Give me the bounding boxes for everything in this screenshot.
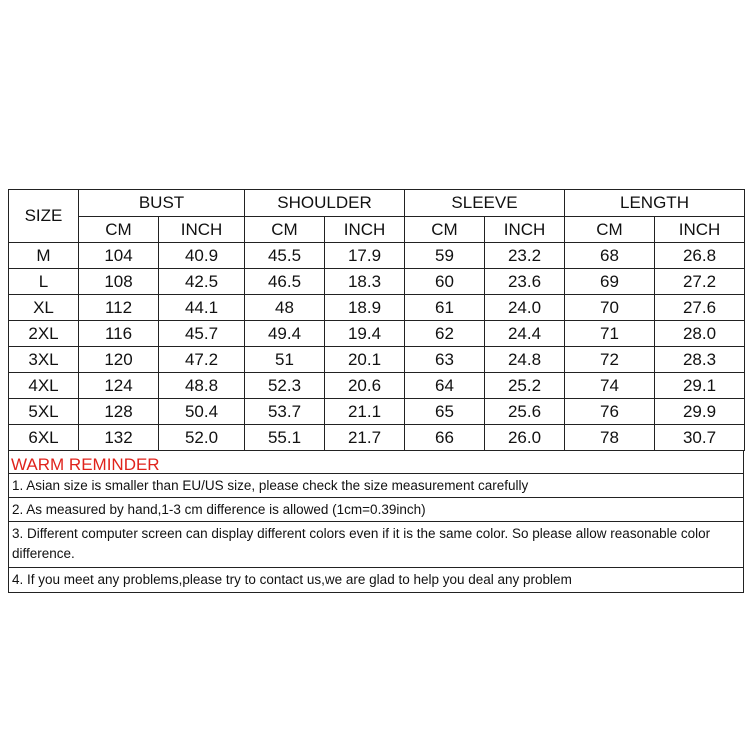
measurement-cell: 28.0 [655,321,745,347]
table-row [9,269,745,295]
bust-header: BUST [79,190,245,217]
sleeve-header: SLEEVE [405,190,565,217]
measurement-cell: 48.8 [159,373,245,399]
measurement-cell: 26.0 [485,425,565,451]
unit-header: INCH [159,217,245,243]
measurement-cell: 60 [405,269,485,295]
measurement-cell: 29.9 [655,399,745,425]
warm-reminder [8,451,744,593]
measurement-cell: 20.1 [325,347,405,373]
table-row [9,347,745,373]
unit-header: INCH [485,217,565,243]
measurement-cell: 65 [405,399,485,425]
measurement-cell: 26.8 [655,243,745,269]
measurement-cell: 51 [245,347,325,373]
measurement-cell: 27.6 [655,295,745,321]
measurement-cell: 124 [79,373,159,399]
size-label-cell: XL [9,295,79,321]
measurement-cell: 112 [79,295,159,321]
measurement-cell: 17.9 [325,243,405,269]
size-label-cell: 3XL [9,347,79,373]
measurement-cell: 25.6 [485,399,565,425]
measurement-cell: 28.3 [655,347,745,373]
unit-header: INCH [655,217,745,243]
measurement-cell: 68 [565,243,655,269]
reminder-note: 3. Different computer screen can display different colors even if it is the same color. So please allow reasonable color difference. [9,522,743,568]
measurement-cell: 18.3 [325,269,405,295]
reminder-notes [9,474,743,592]
unit-header: CM [245,217,325,243]
measurement-cell: 27.2 [655,269,745,295]
measurement-cell: 78 [565,425,655,451]
table-row [9,399,745,425]
measurement-cell: 48 [245,295,325,321]
size-chart [8,189,744,593]
measurement-cell: 116 [79,321,159,347]
measurement-cell: 104 [79,243,159,269]
measurement-cell: 24.4 [485,321,565,347]
measurement-cell: 64 [405,373,485,399]
measurement-cell: 69 [565,269,655,295]
measurement-cell: 72 [565,347,655,373]
size-label-cell: L [9,269,79,295]
table-row [9,295,745,321]
measurement-cell: 21.7 [325,425,405,451]
measurement-cell: 55.1 [245,425,325,451]
measurement-cell: 45.7 [159,321,245,347]
measurement-cell: 18.9 [325,295,405,321]
unit-header: CM [405,217,485,243]
reminder-note: 4. If you meet any problems,please try to contact us,we are glad to help you deal any problem [12,572,572,587]
measurement-cell: 44.1 [159,295,245,321]
measurement-cell: 59 [405,243,485,269]
size-label-cell: 4XL [9,373,79,399]
reminder-note: 1. Asian size is smaller than EU/US size, please check the size measurement carefully [9,474,743,498]
measurement-cell: 70 [565,295,655,321]
unit-header: INCH [325,217,405,243]
measurement-cell: 61 [405,295,485,321]
measurement-cell: 52.3 [245,373,325,399]
measurement-cell: 62 [405,321,485,347]
measurement-cell: 52.0 [159,425,245,451]
size-column-header: SIZE [9,190,79,243]
size-label-cell: M [9,243,79,269]
table-body [9,190,745,451]
reminder-note: 2. As measured by hand,1-3 cm difference is allowed (1cm=0.39inch) [9,498,743,522]
measurement-cell: 108 [79,269,159,295]
unit-header: CM [565,217,655,243]
measurement-cell: 30.7 [655,425,745,451]
measurement-cell: 46.5 [245,269,325,295]
size-label-cell: 6XL [9,425,79,451]
measurement-cell: 74 [565,373,655,399]
measurement-cell: 23.6 [485,269,565,295]
size-label-cell: 2XL [9,321,79,347]
measurement-cell: 76 [565,399,655,425]
measurement-cell: 50.4 [159,399,245,425]
measurement-cell: 24.8 [485,347,565,373]
measurement-cell: 71 [565,321,655,347]
reminder-title: WARM REMINDER [9,451,743,474]
measurement-cell: 24.0 [485,295,565,321]
table-row [9,425,745,451]
header-group-row [9,190,745,217]
measurement-cell: 29.1 [655,373,745,399]
length-header: LENGTH [565,190,745,217]
table-row [9,243,745,269]
header-unit-row [9,217,745,243]
measurement-cell: 42.5 [159,269,245,295]
table-row [9,373,745,399]
unit-header: CM [79,217,159,243]
measurement-cell: 45.5 [245,243,325,269]
measurement-cell: 23.2 [485,243,565,269]
measurement-cell: 20.6 [325,373,405,399]
size-table [8,189,745,451]
size-label-cell: 5XL [9,399,79,425]
table-row [9,321,745,347]
measurement-cell: 53.7 [245,399,325,425]
measurement-cell: 128 [79,399,159,425]
measurement-cell: 63 [405,347,485,373]
measurement-cell: 120 [79,347,159,373]
measurement-cell: 132 [79,425,159,451]
measurement-cell: 19.4 [325,321,405,347]
shoulder-header: SHOULDER [245,190,405,217]
measurement-cell: 21.1 [325,399,405,425]
measurement-cell: 66 [405,425,485,451]
measurement-cell: 25.2 [485,373,565,399]
measurement-cell: 40.9 [159,243,245,269]
measurement-cell: 47.2 [159,347,245,373]
measurement-cell: 49.4 [245,321,325,347]
